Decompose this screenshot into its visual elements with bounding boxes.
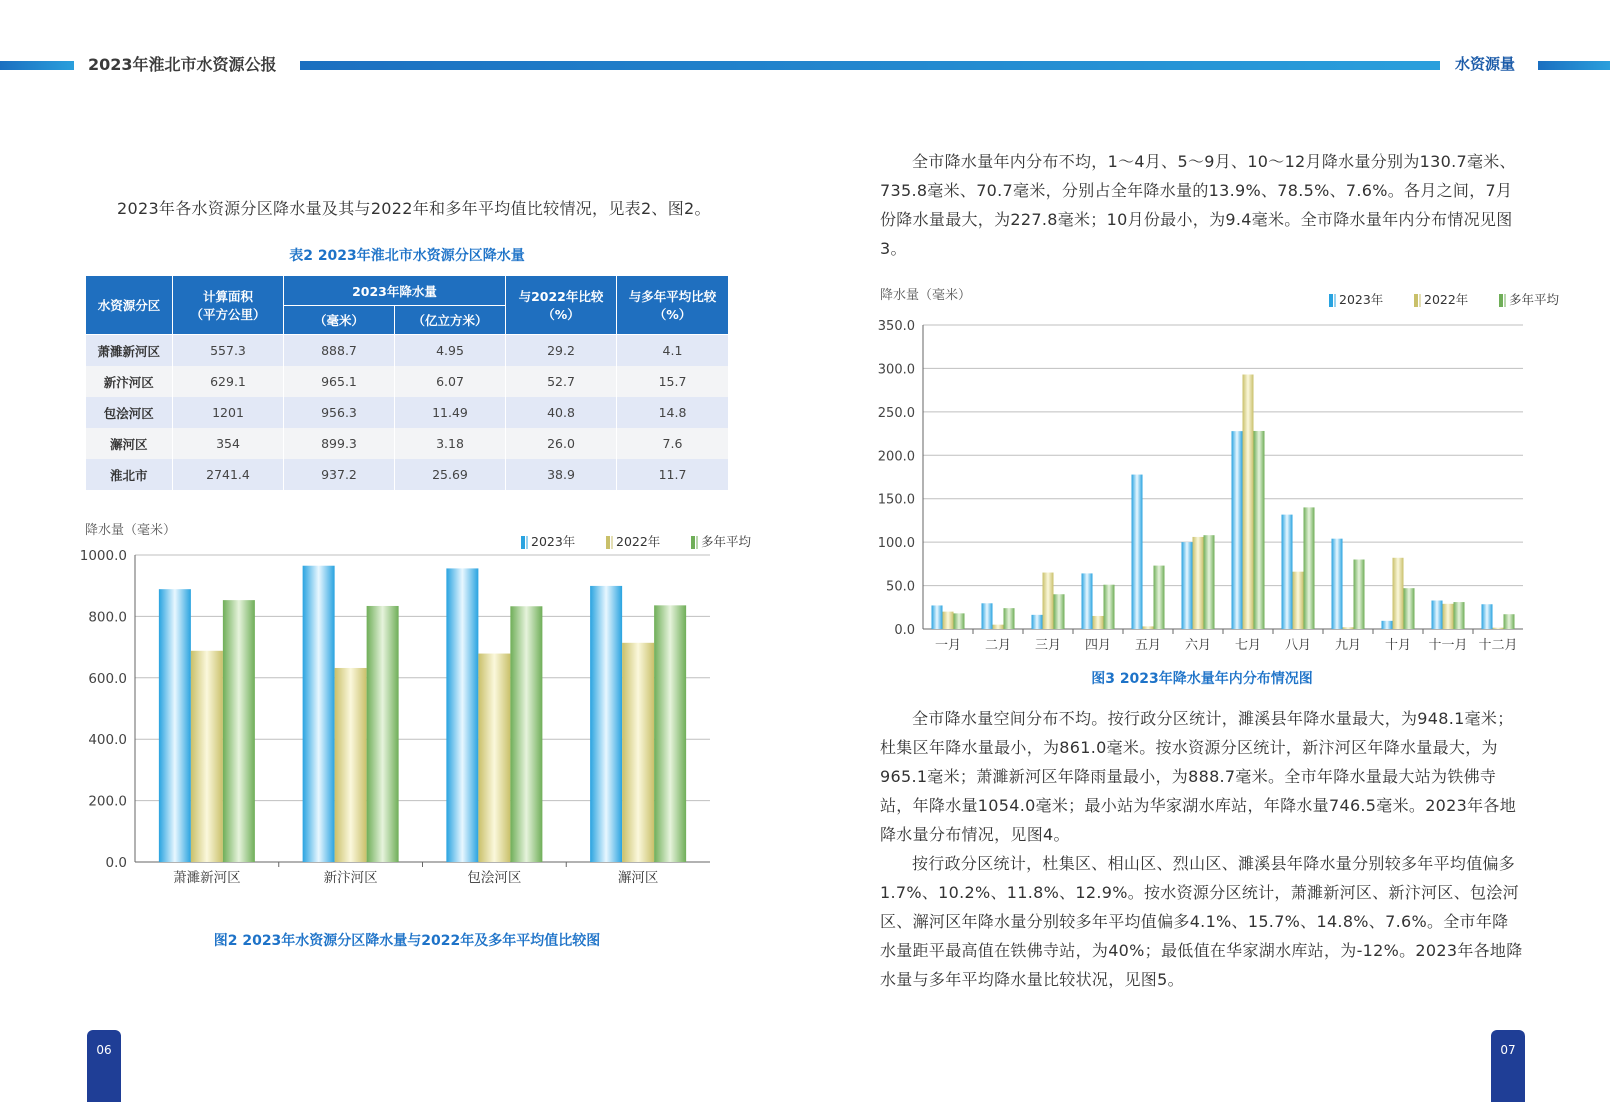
- cell-volume: 6.07: [395, 366, 506, 397]
- cell-area: 557.3: [173, 335, 284, 367]
- cell-volume: 25.69: [395, 459, 506, 490]
- intro-paragraph: 2023年各水资源分区降水量及其与2022年和多年平均值比较情况，见表2、图2。: [117, 199, 711, 218]
- table-row: [86, 397, 729, 428]
- th-mm: （毫米）: [284, 306, 395, 335]
- legend-label: 多年平均: [1509, 292, 1560, 307]
- bar-2023: [1032, 615, 1043, 629]
- bar-2022: [478, 654, 510, 862]
- bar-2022: [943, 612, 954, 629]
- table-row: [86, 459, 729, 490]
- bar-2022: [1493, 628, 1504, 629]
- cell-vs2022: 26.0: [506, 428, 617, 459]
- x-tick-label: 七月: [1234, 638, 1262, 653]
- x-tick-label: 新汴河区: [323, 870, 378, 886]
- legend-label: 2022年: [1424, 292, 1469, 307]
- bar-2022: [1343, 627, 1354, 629]
- th-vs2022: 与2022年比较 （%）: [506, 276, 617, 335]
- th-precip: 2023年降水量: [284, 276, 506, 306]
- bar-avg: [1204, 535, 1215, 629]
- y-axis-label: 降水量（毫米）: [880, 288, 972, 303]
- legend-swatch: [691, 536, 695, 549]
- bar-2022: [1443, 604, 1454, 629]
- th-zone: 水资源分区: [86, 276, 173, 335]
- zone-precipitation-chart: [75, 520, 752, 920]
- cell-vsavg: 15.7: [617, 366, 729, 397]
- bar-2022: [1043, 573, 1054, 629]
- cell-area: 354: [173, 428, 284, 459]
- cell-zone: 包浍河区: [86, 397, 173, 428]
- precipitation-table: [85, 275, 729, 490]
- bar-2022: [335, 668, 367, 862]
- cell-vs2022: 40.8: [506, 397, 617, 428]
- page-number-right: 07: [1500, 1043, 1516, 1057]
- legend-swatch-accent: [1419, 294, 1421, 307]
- bar-avg: [223, 600, 255, 862]
- x-tick-label: 五月: [1134, 638, 1162, 653]
- table-caption: 表2 2023年淮北市水资源分区降水量: [289, 248, 525, 264]
- bar-2022: [622, 643, 654, 862]
- legend-label: 2022年: [616, 534, 661, 549]
- monthly-precipitation-chart: [870, 285, 1560, 660]
- y-axis-label: 降水量（毫米）: [85, 523, 177, 538]
- th-area: 计算面积 （平方公里）: [173, 276, 284, 335]
- bar-2023: [932, 605, 943, 629]
- spatial-paragraph: [880, 704, 1524, 994]
- y-tick-label: 800.0: [88, 609, 127, 626]
- th-vsavg: 与多年平均比较 （%）: [617, 276, 729, 335]
- cell-vsavg: 7.6: [617, 428, 729, 459]
- cell-zone: 淮北市: [86, 459, 173, 490]
- bar-avg: [367, 606, 399, 862]
- legend-swatch: [1499, 294, 1503, 307]
- bar-avg: [1354, 560, 1365, 629]
- y-tick-label: 50.0: [886, 579, 915, 595]
- bar-2023: [1282, 515, 1293, 629]
- bar-2023: [1382, 621, 1393, 629]
- cell-zone: 新汴河区: [86, 366, 173, 397]
- bar-2022: [993, 625, 1004, 629]
- bar-2023: [1132, 475, 1143, 629]
- bar-avg: [1504, 614, 1515, 629]
- bar-2022: [1243, 375, 1254, 629]
- table-row: [86, 366, 729, 397]
- x-tick-label: 一月: [934, 638, 962, 653]
- legend-label: 2023年: [1339, 292, 1384, 307]
- bar-avg: [654, 605, 686, 862]
- x-tick-label: 萧濉新河区: [173, 870, 241, 886]
- cell-vsavg: 4.1: [617, 335, 729, 367]
- bar-avg: [1304, 507, 1315, 629]
- y-tick-label: 250.0: [877, 405, 915, 421]
- cell-volume: 3.18: [395, 428, 506, 459]
- bar-2023: [1082, 573, 1093, 629]
- x-tick-label: 三月: [1034, 638, 1062, 653]
- bar-2023: [1232, 431, 1243, 629]
- legend-swatch-accent: [1504, 294, 1506, 307]
- bar-2023: [590, 586, 622, 862]
- bar-avg: [1454, 602, 1465, 629]
- th-volume: （亿立方米）: [395, 306, 506, 335]
- cell-zone: 澥河区: [86, 428, 173, 459]
- legend-swatch-accent: [696, 536, 698, 549]
- legend-swatch: [1329, 294, 1333, 307]
- bar-2022: [1293, 572, 1304, 629]
- cell-area: 629.1: [173, 366, 284, 397]
- bar-avg: [1154, 566, 1165, 629]
- bar-2022: [1093, 616, 1104, 629]
- header-bar-right-stub: [1538, 61, 1610, 70]
- paragraph-spatial: 全市降水量空间分布不均。按行政分区统计，濉溪县年降水量最大，为948.1毫米；杜集区年降水量最小，为861.0毫米。按水资源分区统计，新汴河区年降水量最大，为965.1毫米；萧濉新河区年降雨量最小，为888.7毫米。全市年降水量最大站为铁佛寺站，年降水量1054.0毫米；最小站为华家湖水库站，年降水量746.5毫米。2023年各地降水量分布情况，见图4。: [880, 709, 1517, 844]
- cell-area: 2741.4: [173, 459, 284, 490]
- y-tick-label: 200.0: [877, 449, 915, 465]
- cell-vsavg: 14.8: [617, 397, 729, 428]
- bar-2023: [303, 566, 335, 862]
- bar-2023: [1432, 601, 1443, 629]
- cell-vsavg: 11.7: [617, 459, 729, 490]
- x-tick-label: 六月: [1184, 638, 1212, 653]
- bar-2023: [446, 568, 478, 862]
- legend-swatch: [521, 536, 525, 549]
- bar-2023: [982, 603, 993, 629]
- y-tick-label: 100.0: [877, 536, 915, 552]
- x-tick-label: 四月: [1084, 638, 1112, 653]
- x-tick-label: 二月: [984, 638, 1012, 653]
- y-tick-label: 0.0: [105, 855, 127, 871]
- y-tick-label: 350.0: [877, 319, 915, 334]
- cell-mm: 965.1: [284, 366, 395, 397]
- bar-avg: [1254, 431, 1265, 629]
- y-tick-label: 300.0: [877, 362, 915, 378]
- cell-mm: 956.3: [284, 397, 395, 428]
- bar-avg: [1404, 588, 1415, 629]
- cell-mm: 888.7: [284, 335, 395, 367]
- cell-volume: 11.49: [395, 397, 506, 428]
- bar-2023: [159, 589, 191, 862]
- x-tick-label: 包浍河区: [467, 870, 522, 886]
- x-tick-label: 九月: [1334, 638, 1362, 653]
- bar-avg: [1004, 608, 1015, 629]
- y-tick-label: 150.0: [877, 492, 915, 508]
- bar-2023: [1332, 539, 1343, 629]
- section-title: 水资源量: [1455, 55, 1516, 73]
- bar-2022: [1143, 626, 1154, 629]
- x-tick-label: 十月: [1384, 638, 1412, 653]
- page-tab-left: [87, 1030, 121, 1102]
- table-row: [86, 428, 729, 459]
- cell-vs2022: 38.9: [506, 459, 617, 490]
- bar-avg: [510, 606, 542, 862]
- bar-avg: [954, 613, 965, 629]
- legend-swatch: [1414, 294, 1418, 307]
- page-tab-right: [1491, 1030, 1525, 1102]
- legend-swatch-accent: [611, 536, 613, 549]
- y-tick-label: 200.0: [88, 793, 127, 810]
- bar-avg: [1054, 594, 1065, 629]
- cell-volume: 4.95: [395, 335, 506, 367]
- cell-vs2022: 52.7: [506, 366, 617, 397]
- bar-2022: [1393, 558, 1404, 629]
- x-tick-label: 十二月: [1478, 638, 1518, 653]
- figure3-caption: 图3 2023年降水量年内分布情况图: [1091, 671, 1313, 687]
- monthly-paragraph: 全市降水量年内分布不均，1～4月、5～9月、10～12月降水量分别为130.7毫米、735.8毫米、70.7毫米，分别占全年降水量的13.9%、78.5%、7.6%。各月之间，7月份降水量最大，为227.8毫米；10月份最小，为9.4毫米。全市降水量年内分布情况见图3。: [880, 152, 1516, 258]
- paragraph-anomaly: 按行政分区统计，杜集区、相山区、烈山区、濉溪县年降水量分别较多年平均值偏多1.7%、10.2%、11.8%、12.9%。按水资源分区统计，萧濉新河区、新汴河区、包浍河区、澥河区年降水量分别较多年平均值偏多4.1%、15.7%、14.8%、7.6%。全市年降水量距平最高值在铁佛寺站，为40%；最低值在华家湖水库站，为-12%。2023年各地降水量与多年平均降水量比较状况，见图5。: [880, 854, 1523, 989]
- legend-label: 2023年: [531, 534, 576, 549]
- y-tick-label: 0.0: [894, 623, 915, 638]
- y-tick-label: 400.0: [88, 732, 127, 749]
- bar-2022: [191, 651, 223, 862]
- legend-swatch: [606, 536, 610, 549]
- x-tick-label: 十一月: [1428, 638, 1468, 653]
- header-bar-left-stub: [0, 61, 74, 70]
- cell-mm: 937.2: [284, 459, 395, 490]
- table-row: [86, 335, 729, 367]
- bar-2022: [1193, 537, 1204, 629]
- legend-label: 多年平均: [701, 534, 752, 549]
- report-title: 2023年淮北市水资源公报: [88, 55, 277, 74]
- x-tick-label: 澥河区: [617, 870, 659, 886]
- cell-area: 1201: [173, 397, 284, 428]
- page-number-left: 06: [96, 1043, 112, 1057]
- y-tick-label: 600.0: [88, 670, 127, 687]
- bar-2023: [1482, 604, 1493, 629]
- x-tick-label: 八月: [1284, 638, 1312, 653]
- cell-vs2022: 29.2: [506, 335, 617, 367]
- cell-zone: 萧濉新河区: [86, 335, 173, 367]
- y-tick-label: 1000.0: [79, 548, 127, 564]
- bar-avg: [1104, 585, 1115, 629]
- bar-2023: [1182, 542, 1193, 629]
- legend-swatch-accent: [526, 536, 528, 549]
- legend-swatch-accent: [1334, 294, 1336, 307]
- cell-mm: 899.3: [284, 428, 395, 459]
- header-bar-main: [300, 61, 1440, 70]
- figure2-caption: 图2 2023年水资源分区降水量与2022年及多年平均值比较图: [213, 933, 601, 949]
